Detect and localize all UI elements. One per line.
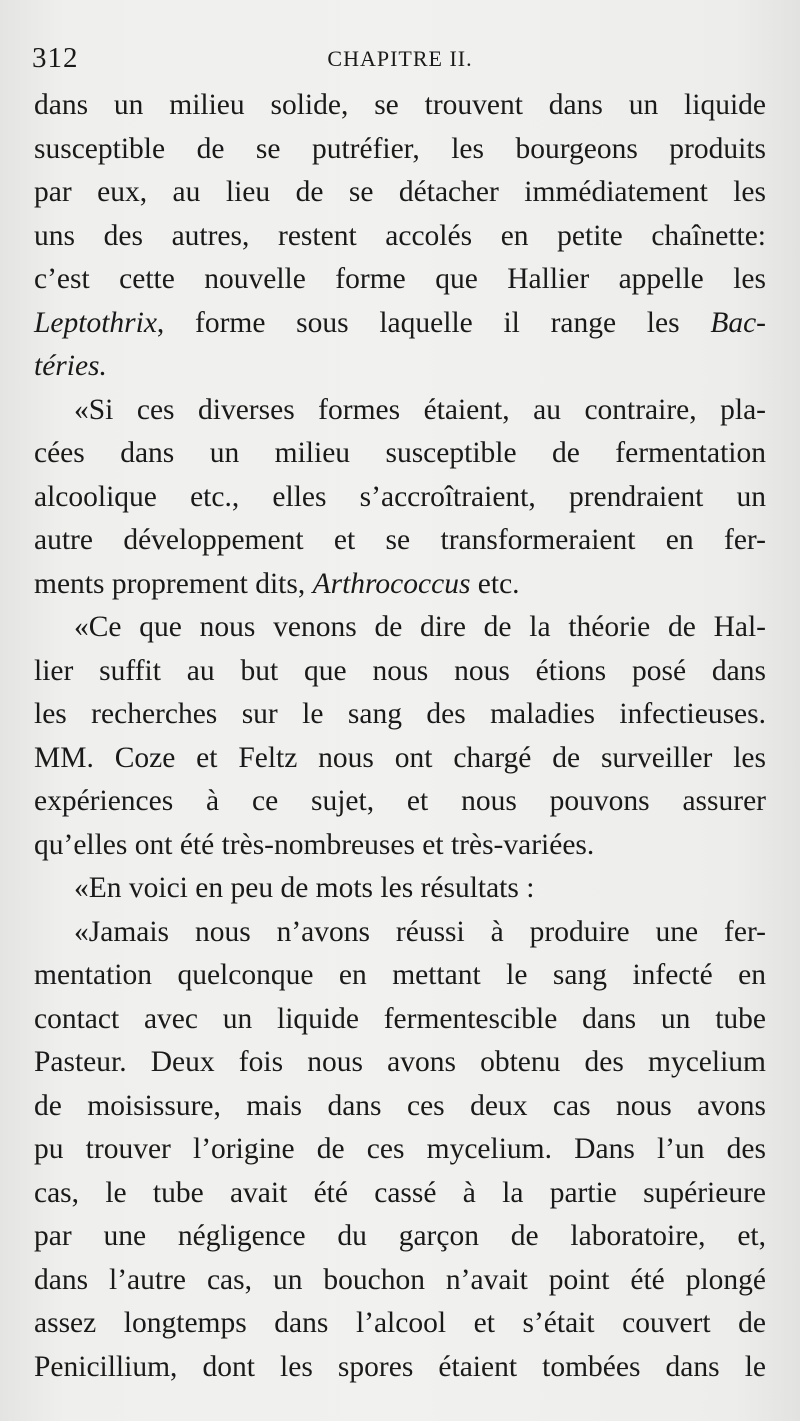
text-run: qu’elles ont été très-nombreuses et très-variées.	[34, 828, 595, 861]
italic-term: Leptothrix	[34, 306, 157, 339]
text-run: expériences à ce sujet, et nous pouvons assurer	[34, 785, 766, 817]
text-run: susceptible de se putréfier, les bourgeons produits	[34, 132, 766, 165]
text-run: «Ce que nous venons de dire de la théorie de Hal-	[74, 611, 766, 643]
paragraph	[34, 911, 766, 1390]
text-run: etc.	[470, 567, 520, 600]
text-line	[34, 737, 766, 781]
text-run: dans l’autre cas, un bouchon n’avait point été plongé	[34, 1263, 766, 1296]
italic-term: Arthrococcus	[312, 567, 471, 600]
text-run: cées dans un milieu susceptible de fermentation	[34, 437, 766, 469]
page-number: 312	[32, 42, 79, 74]
text-line	[34, 998, 766, 1042]
text-line	[34, 780, 766, 824]
text-line	[34, 432, 766, 476]
text-line	[34, 1041, 766, 1085]
text-line	[34, 345, 766, 389]
text-line	[34, 563, 766, 607]
text-run: les recherches sur le sang des maladies infectieuses.	[34, 698, 766, 730]
text-run: de moisissure, mais dans ces deux cas nous avons	[34, 1089, 766, 1122]
text-run: par une négligence du garçon de laboratoire, et,	[34, 1220, 766, 1252]
text-line	[34, 1302, 766, 1346]
paragraph	[34, 606, 766, 867]
text-run: «En voici en peu de mots les résultats :	[74, 872, 535, 904]
text-line	[34, 1128, 766, 1172]
text-line	[34, 911, 766, 955]
text-line	[34, 84, 766, 128]
text-run: Pasteur. Deux fois nous avons obtenu des mycelium	[34, 1046, 766, 1078]
running-head	[0, 40, 800, 80]
chapter-title: CHAPITRE II.	[327, 46, 473, 71]
text-line	[34, 954, 766, 998]
text-run: assez longtemps dans l’alcool et s’était couvert de	[34, 1307, 766, 1339]
body-text	[34, 84, 766, 1389]
text-line	[34, 650, 766, 694]
italic-term: téries.	[34, 350, 107, 382]
text-line	[34, 867, 766, 911]
text-run: Penicillium, dont les spores étaient tombées dans le	[34, 1350, 766, 1383]
text-line	[34, 693, 766, 737]
text-run: «Jamais nous n’avons réussi à produire une fer-	[74, 915, 766, 948]
text-line	[34, 171, 766, 215]
text-line	[34, 1259, 766, 1303]
text-run: cas, le tube avait été cassé à la partie supérieure	[34, 1176, 766, 1209]
text-line	[34, 1172, 766, 1216]
text-line	[34, 824, 766, 868]
text-run: , forme sous laquelle il range les	[156, 306, 711, 339]
text-line	[34, 302, 766, 346]
text-run: autre développement et se transformeraient en fer-	[34, 524, 766, 556]
paragraph	[34, 867, 766, 911]
text-run: ments proprement dits,	[34, 567, 313, 600]
text-run: pu trouver l’origine de ces mycelium. Dans l’un des	[34, 1133, 766, 1165]
text-run: dans un milieu solide, se trouvent dans un liquide	[34, 89, 766, 121]
text-run: alcoolique etc., elles s’accroîtraient, prendraient un	[34, 480, 766, 513]
paragraph	[34, 84, 766, 389]
paragraph	[34, 389, 766, 607]
text-run: «Si ces diverses formes étaient, au contraire, pla-	[74, 393, 766, 426]
text-line	[34, 519, 766, 563]
text-line	[34, 215, 766, 259]
text-run: contact avec un liquide fermentescible dans un tube	[34, 1002, 766, 1035]
text-run: MM. Coze et Feltz nous ont chargé de surveiller les	[34, 741, 766, 774]
text-run: uns des autres, restent accolés en petite chaînette:	[34, 219, 766, 252]
text-line	[34, 1085, 766, 1129]
text-line	[34, 258, 766, 302]
text-line	[34, 1215, 766, 1259]
text-run: par eux, au lieu de se détacher immédiatement les	[34, 176, 766, 208]
text-line	[34, 606, 766, 650]
text-line	[34, 476, 766, 520]
italic-term: Bac-	[710, 306, 766, 339]
text-run: mentation quelconque en mettant le sang infecté en	[34, 959, 766, 991]
text-run: lier suffit au but que nous nous étions posé dans	[34, 654, 766, 687]
text-run: c’est cette nouvelle forme que Hallier appelle les	[34, 263, 766, 295]
text-line	[34, 389, 766, 433]
text-line	[34, 128, 766, 172]
text-line	[34, 1346, 766, 1390]
